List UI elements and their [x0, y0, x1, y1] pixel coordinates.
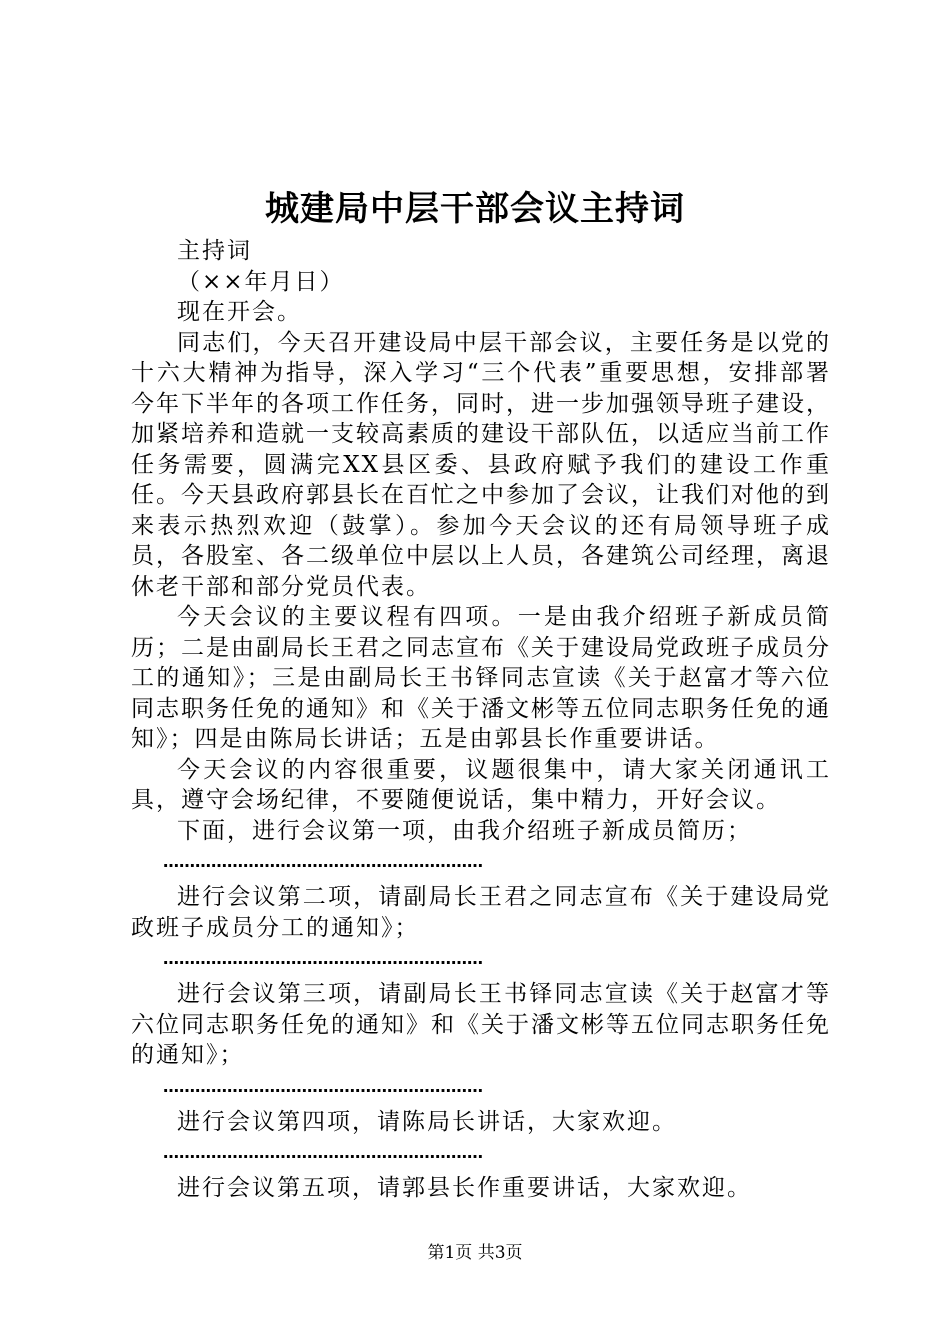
- paragraph: 进行会议第三项，请副局长王书铎同志宣读《关于赵富才等六位同志职务任免的通知》和《关于潘文彬等五位同志职务任免的通知》；: [131, 981, 831, 1068]
- paragraph: 今天会议的主要议程有四项。一是由我介绍班子新成员简历；二是由副局长王君之同志宣布《关于建设局党政班子成员分工的通知》；三是由副局长王书铎同志宣读《关于赵富才等六位同志职务任免的通知》和《关于潘文彬等五位同志职务任免的通知》；四是由陈局长讲话；五是由郭县长作重要讲话。: [131, 604, 831, 752]
- paragraph: 进行会议第五项，请郭县长作重要讲话，大家欢迎。: [177, 1175, 752, 1201]
- paragraph: 今天会议的内容很重要，议题很集中，请大家关闭通讯工具，遵守会场纪律，不要随便说话，集中精力，开好会议。: [131, 756, 831, 813]
- paragraph: 现在开会。: [177, 299, 302, 325]
- document-title: 城建局中层干部会议主持词: [265, 189, 685, 229]
- ellipsis-separator: ……………………………………………………: [163, 1076, 483, 1096]
- paragraph: （××年月日）: [177, 268, 345, 295]
- paragraph: 进行会议第二项，请副局长王君之同志宣布《关于建设局党政班子成员分工的通知》；: [131, 884, 831, 941]
- page-number-footer: 第1页 共3页: [427, 1243, 523, 1263]
- paragraph: 下面，进行会议第一项，由我介绍班子新成员简历；: [177, 817, 752, 844]
- paragraph: 主持词: [177, 238, 252, 264]
- ellipsis-separator: ……………………………………………………: [163, 949, 483, 968]
- paragraph: 同志们，今天召开建设局中层干部会议，主要任务是以党的十六大精神为指导，深入学习“三个代表”重要思想，安排部署今年下半年的各项工作任务，同时，进一步加强领导班子建设，加紧培养和造就一支较高素质的建设干部队伍，以适应当前工作任务需要，圆满完XX县区委、县政府赋予我们的建设工作重任。今天县政府郭县长在百忙之中参加了会议，让我们对他的到来表示热烈欢迎（鼓掌）。参加今天会议的还有局领导班子成员，各股室、各二级单位中层以上人员，各建筑公司经理，离退休老干部和部分党员代表。: [131, 329, 831, 600]
- paragraph: 进行会议第四项，请陈局长讲话，大家欢迎。: [177, 1108, 677, 1135]
- document-body: [131, 236, 831, 1204]
- ellipsis-separator: ……………………………………………………: [163, 852, 483, 871]
- ellipsis-separator: ……………………………………………………: [163, 1143, 483, 1162]
